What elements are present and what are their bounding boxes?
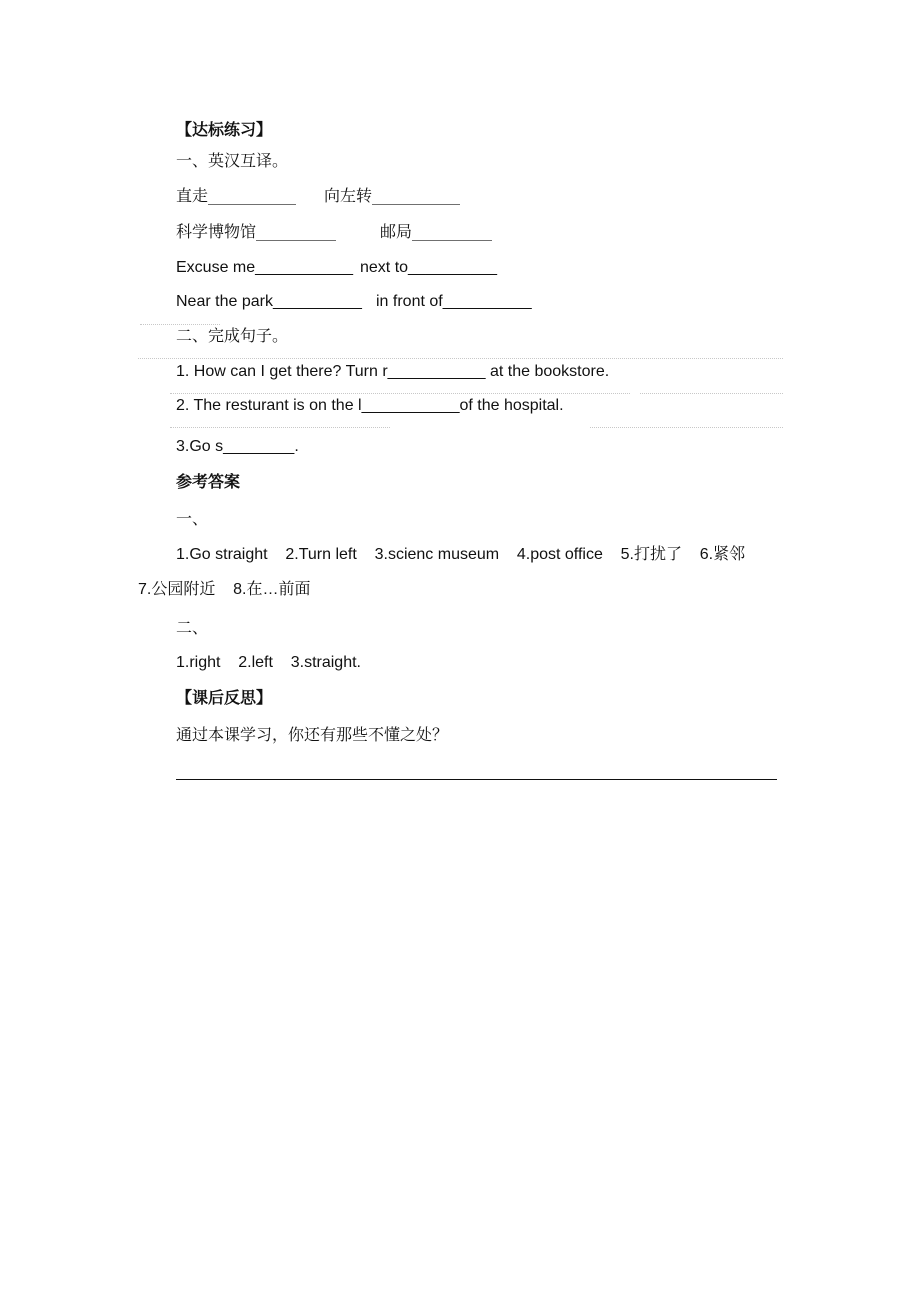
answers-part1-line1: 1.Go straight 2.Turn left 3.scienc museum 4.post office 5.打扰了 6.紧邻 bbox=[176, 546, 746, 563]
practice-heading: 【达标练习】 bbox=[176, 120, 273, 139]
translate-line2-b: 邮局__________ bbox=[380, 222, 493, 241]
translate-line4-a: Near the park__________ bbox=[176, 293, 362, 310]
answers-part1-label: 一、 bbox=[176, 509, 209, 528]
dotted-divider bbox=[640, 393, 783, 394]
answers-part2-label: 二、 bbox=[176, 618, 209, 637]
answers-part2-line: 1.right 2.left 3.straight. bbox=[176, 654, 361, 671]
translate-line4-b: in front of__________ bbox=[376, 293, 532, 310]
sentence-q3: 3.Go s________. bbox=[176, 438, 299, 455]
answers-part1-line2: 7.公园附近 8.在…前面 bbox=[138, 581, 311, 598]
part1-title: 一、英汉互译。 bbox=[176, 151, 289, 170]
dotted-divider bbox=[170, 427, 390, 428]
reflection-heading: 【课后反思】 bbox=[176, 688, 273, 707]
dotted-divider bbox=[138, 358, 783, 359]
translate-line1-a: 直走___________ bbox=[176, 186, 297, 205]
sentence-q2: 2. The resturant is on the l___________of the hospital. bbox=[176, 397, 564, 414]
translate-line3-b: next to__________ bbox=[360, 259, 498, 276]
part2-title: 二、完成句子。 bbox=[176, 326, 289, 345]
reflection-prompt: 通过本课学习，你还有那些不懂之处？ bbox=[176, 725, 449, 744]
translate-line3-a: Excuse me___________ bbox=[176, 259, 354, 276]
translate-line2-a: 科学博物馆__________ bbox=[176, 222, 337, 241]
answers-heading: 参考答案 bbox=[176, 472, 241, 491]
dotted-divider bbox=[590, 427, 783, 428]
translate-line1-b: 向左转___________ bbox=[324, 186, 461, 205]
reflection-answer-line bbox=[176, 779, 777, 780]
dotted-divider bbox=[140, 324, 220, 325]
dotted-divider bbox=[170, 393, 630, 394]
sentence-q1: 1. How can I get there? Turn r___________ at the bookstore. bbox=[176, 363, 610, 380]
